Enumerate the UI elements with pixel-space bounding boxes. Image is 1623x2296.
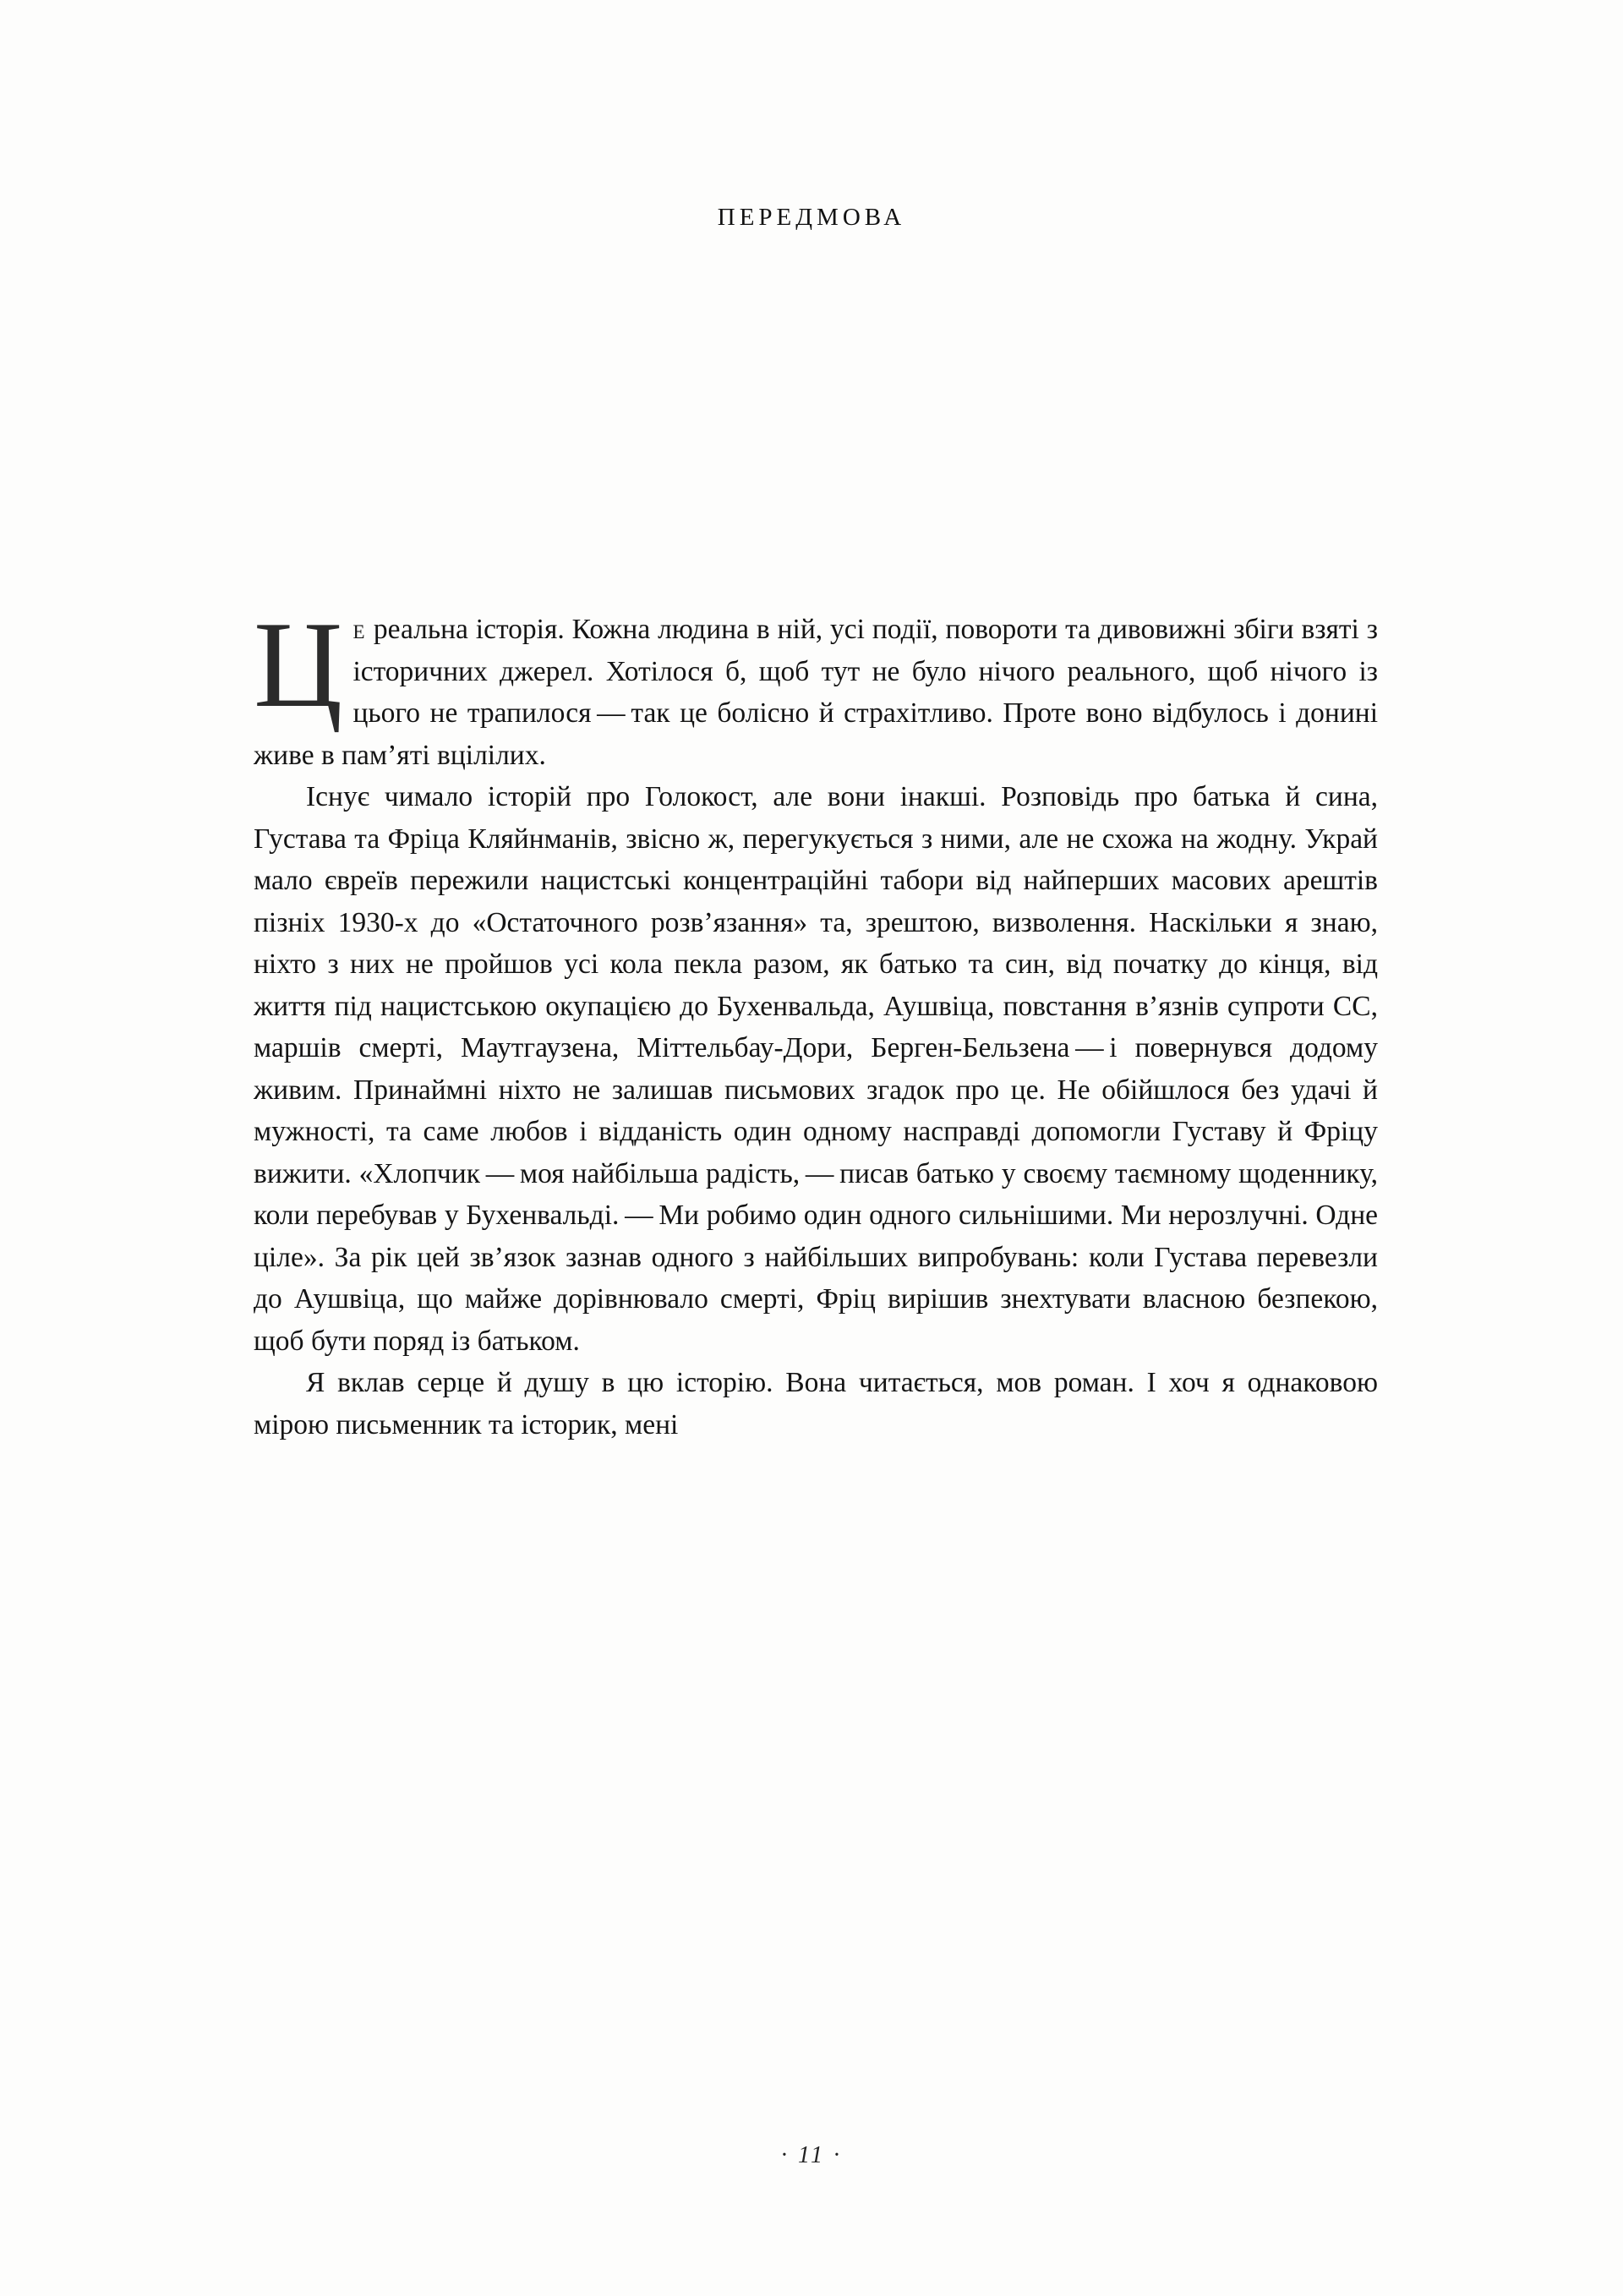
paragraph-1 [254, 596, 1378, 776]
paragraph-1-text: реальна історія. Кожна людина в ній, усі події, повороти та дивовижні збіги взяті з історичних джерел. Хотілося б, щоб тут не було нічого реального, щоб нічого із цього не трапилося — так це болісно й страхітливо. Проте воно відбулось і донині живе в пам’яті вцілілих. [254, 614, 1378, 771]
page-title: передмова [717, 194, 906, 232]
page-number: · 11 · [781, 2142, 842, 2168]
body-text-column [254, 596, 1378, 1446]
paragraph-2: Існує чимало історій про Голокост, але вони інакші. Розповідь про батька й сина, Густава та Фріца Кляйнманів, звісно ж, перегукується з ними, але не схожа на жодну. Украй мало євреїв пережили нацистські концентраційні табори від найперших масових арештів пізніх 1930-х до «Остаточного розв’язання» та, зрештою, визволення. Наскільки я знаю, ніхто з них не пройшов усі кола пекла разом, як батько та син, від початку до кінця, від життя під нацистською окупацією до Бухенвальда, Аушвіца, повстання в’язнів супроти СС, маршів смерті, Маутгаузена, Міттельбау-Дори, Берген-Бельзена — і повернувся додому живим. Принаймні ніхто не залишав письмових згадок про це. Не обійшлося без удачі й мужності, та саме любов і відданість один одному насправді допомогли Густаву й Фріцу вижити. «Хлопчик — моя найбільша радість, — писав батько у своєму таємному щоденнику, коли перебував у Бухенвальді. — Ми робимо один одного сильнішими. Ми нерозлучні. Одне ціле». За рік цей зв’язок зазнав одного з найбільших випробувань: коли Густава перевезли до Аушвіца, що майже дорівнювало смерті, Фріц вирішив знехтувати власною безпекою, щоб бути поряд із батьком. [254, 781, 1378, 1357]
paragraph-3: Я вклав серце й душу в цю історію. Вона читається, мов роман. І хоч я однаковою мірою письменник та історик, мені [254, 1367, 1378, 1440]
drop-cap: Ц [254, 596, 343, 733]
lead-small-caps: е [352, 614, 366, 645]
